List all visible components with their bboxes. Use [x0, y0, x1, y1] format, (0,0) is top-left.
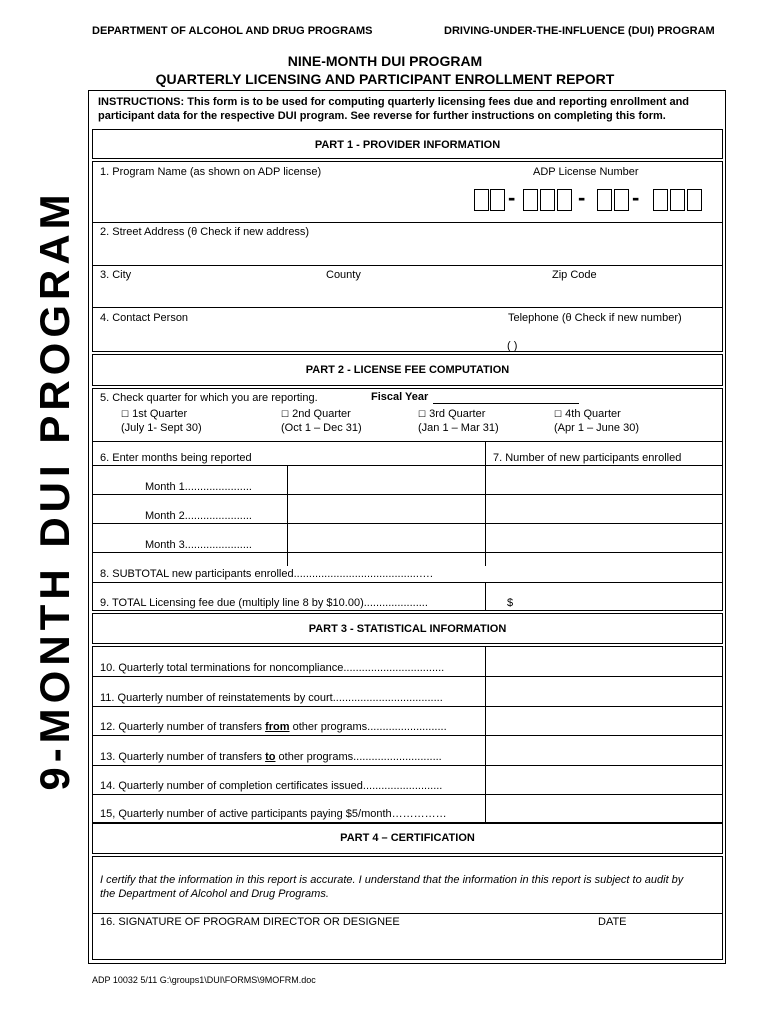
certification-line2: the Department of Alcohol and Drug Programs. — [100, 888, 329, 900]
part2-heading: PART 2 - LICENSE FEE COMPUTATION — [305, 364, 510, 376]
divider — [485, 582, 486, 611]
check-quarter-label: 5. Check quarter for which you are reporting. — [100, 392, 318, 404]
form-title: NINE-MONTH DUI PROGRAM — [287, 53, 483, 69]
divider — [92, 735, 723, 736]
license-digit-box[interactable] — [474, 189, 489, 211]
instructions-line1: INSTRUCTIONS: This form is to be used for computing quarterly licensing fees due and reporting enrollment and — [98, 96, 690, 108]
license-digit-box[interactable] — [540, 189, 555, 211]
license-digit-box[interactable] — [653, 189, 668, 211]
divider — [92, 582, 723, 583]
license-number-label: ADP License Number — [533, 166, 639, 178]
instructions-line2: participant data for the respective DUI program. See reverse for further instructions on completing this form. — [98, 110, 666, 122]
form-footer: ADP 10032 5/11 G:\groups1\DUI\FORMS\9MOFRM.doc — [92, 975, 316, 985]
quarter-range: (Oct 1 – Dec 31) — [281, 422, 362, 434]
divider — [92, 676, 723, 677]
new-participants-label: 7. Number of new participants enrolled — [493, 452, 682, 464]
part4-heading: PART 4 – CERTIFICATION — [340, 832, 475, 844]
transfers-from-label: 12. Quarterly number of transfers from other programs.......................... — [100, 721, 447, 733]
divider — [92, 265, 723, 266]
checkbox-icon[interactable]: ☐ — [554, 409, 563, 419]
date-label: DATE — [598, 916, 627, 928]
telephone-label: Telephone (θ Check if new number) — [508, 312, 682, 324]
divider — [92, 222, 723, 223]
quarter-1[interactable] — [121, 408, 187, 420]
divider — [92, 706, 723, 707]
license-dash: - — [578, 185, 586, 210]
divider — [92, 913, 723, 914]
divider — [92, 465, 723, 466]
reinstatements-label: 11. Quarterly number of reinstatements by court.................................... — [100, 692, 443, 704]
divider — [287, 465, 288, 566]
divider — [92, 552, 723, 553]
license-digit-box[interactable] — [687, 189, 702, 211]
quarter-label: 2nd Quarter — [292, 408, 351, 420]
quarter-2[interactable] — [281, 408, 351, 420]
divider — [485, 441, 486, 566]
total-fee-label: 9. TOTAL Licensing fee due (multiply line 8 by $10.00)..................... — [100, 597, 428, 609]
street-address-label: 2. Street Address (θ Check if new address) — [100, 226, 310, 238]
transfers-to-label: 13. Quarterly number of transfers to other programs............................. — [100, 751, 442, 763]
quarter-label: 3rd Quarter — [429, 408, 486, 420]
divider — [92, 494, 723, 495]
month-2-label: Month 2...................... — [145, 510, 252, 522]
quarter-4[interactable] — [554, 408, 621, 420]
license-digit-box[interactable] — [523, 189, 538, 211]
license-digit-box[interactable] — [614, 189, 629, 211]
checkbox-icon[interactable]: ☐ — [121, 409, 130, 419]
dollar-sign: $ — [507, 597, 514, 609]
months-reported-label: 6. Enter months being reported — [100, 452, 252, 464]
divider — [92, 523, 723, 524]
county-label: County — [326, 269, 361, 281]
fiscal-year-label: Fiscal Year — [371, 391, 429, 403]
license-digit-box[interactable] — [557, 189, 572, 211]
side-title: 9-MONTH DUI PROGRAM — [31, 189, 78, 791]
completion-certificates-label: 14. Quarterly number of completion certificates issued.......................... — [100, 780, 443, 792]
checkbox-icon[interactable]: ☐ — [418, 409, 427, 419]
contact-person-label: 4. Contact Person — [100, 312, 189, 324]
checkbox-icon[interactable]: ☐ — [281, 409, 290, 419]
license-dash: - — [632, 185, 640, 210]
license-digit-box[interactable] — [670, 189, 685, 211]
fiscal-year-line[interactable] — [433, 403, 579, 404]
form-subtitle: QUARTERLY LICENSING AND PARTICIPANT ENROLLMENT REPORT — [155, 71, 615, 87]
certification-line1: I certify that the information in this report is accurate. I understand that the information in this report is subject to audit by — [100, 874, 684, 886]
part1-heading: PART 1 - PROVIDER INFORMATION — [314, 139, 501, 151]
quarter-label: 4th Quarter — [565, 408, 621, 420]
license-dash: - — [508, 185, 516, 210]
signature-label: 16. SIGNATURE OF PROGRAM DIRECTOR OR DESIGNEE — [100, 916, 400, 928]
quarter-range: (Apr 1 – June 30) — [554, 422, 639, 434]
divider — [92, 441, 723, 442]
department-header: DEPARTMENT OF ALCOHOL AND DRUG PROGRAMS — [92, 25, 373, 37]
quarter-range: (July 1- Sept 30) — [121, 422, 202, 434]
phone-area-code: ( ) — [507, 340, 518, 352]
program-name-label: 1. Program Name (as shown on ADP license) — [100, 166, 322, 178]
divider — [92, 307, 723, 308]
active-participants-label: 15, Quarterly number of active participants paying $5/month…………… — [100, 808, 447, 820]
zip-code-label: Zip Code — [552, 269, 597, 281]
divider — [92, 794, 723, 795]
terminations-label: 10. Quarterly total terminations for noncompliance................................. — [100, 662, 445, 674]
license-digit-box[interactable] — [490, 189, 505, 211]
license-digit-box[interactable] — [597, 189, 612, 211]
divider — [92, 765, 723, 766]
part3-heading: PART 3 - STATISTICAL INFORMATION — [308, 623, 507, 635]
month-1-label: Month 1...................... — [145, 481, 252, 493]
city-label: 3. City — [100, 269, 132, 281]
month-3-label: Month 3...................... — [145, 539, 252, 551]
part4-body-box — [92, 856, 723, 960]
program-header: DRIVING-UNDER-THE-INFLUENCE (DUI) PROGRAM — [444, 25, 715, 37]
quarter-range: (Jan 1 – Mar 31) — [418, 422, 499, 434]
quarter-label: 1st Quarter — [132, 408, 188, 420]
subtotal-label: 8. SUBTOTAL new participants enrolled.........................................…. — [100, 568, 433, 580]
quarter-3[interactable] — [418, 408, 485, 420]
